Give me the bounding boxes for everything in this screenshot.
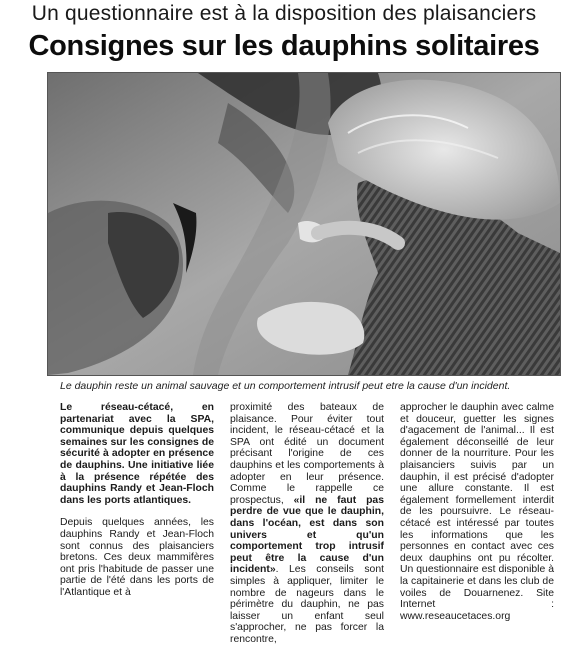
column-2-text-a: proximité des bateaux de plaisance. Pour éviter tout incident, le réseau-cétacé et la SPA ont édité un document précisant l'origine de ces dauphins et les comportements à adopter en leur présence. Comme le rappelle ce prospectus,	[230, 402, 384, 506]
column-2-text-b: . Les conseils sont simples à appliquer, limiter le nombre de nageurs dans le périmètre du dauphin, ne pas laisser un enfant seul s'approcher, ne pas forcer la rencontre,	[230, 564, 384, 645]
photo-caption: Le dauphin reste un animal sauvage et un comportement intrusif peut etre la cause d'un incident.	[60, 380, 511, 392]
article-photo	[47, 72, 561, 376]
headline: Consignes sur les dauphins solitaires	[28, 30, 540, 62]
lead-paragraph: Le réseau-cétacé, en partenariat avec la SPA, communique depuis quelques semaines sur les consignes de sécurité à adopter en présence de dauphins. Une initiative liée à la présence répétée des dauphins Randy et Jean-Floch dans les ports atlantiques.	[60, 402, 214, 506]
column-3-body: approcher le dauphin avec calme et douceur, guetter les signes d'agacement de l'animal... Il est également déconseillé de leur donner de la nourriture. Pour les plaisanciers suivis par un dauphin, il est précisé d'adopter une allure constante. Il est également formellement interdit de les poursuivre. Le réseau-cétacé est intéressé par toutes les informations que les personnes en contact avec ces deux dauphins ont pu récolter. Un questionnaire est disponible à la capitainerie et dans les club de voiles de Douarnenez. Site Internet : www.reseaucetaces.org	[400, 402, 554, 622]
column-3	[400, 402, 554, 622]
kicker: Un questionnaire est à la disposition des plaisanciers	[31, 2, 537, 25]
column-1-body: Depuis quelques années, les dauphins Randy et Jean-Floch sont connus des plaisanciers bretons. Ces deux mammifères ont pris l'habitude de passer une partie de l'été dans les ports de l'Atlantique et à	[60, 517, 214, 598]
pull-quote: «il ne faut pas perdre de vue que le dauphin, dans l'océan, est dans son univers et qu'un comportement trop intrusif peut être la cause d'un incident»	[230, 494, 384, 576]
column-2-body	[230, 402, 384, 645]
column-2	[230, 402, 384, 645]
column-1	[60, 402, 214, 599]
